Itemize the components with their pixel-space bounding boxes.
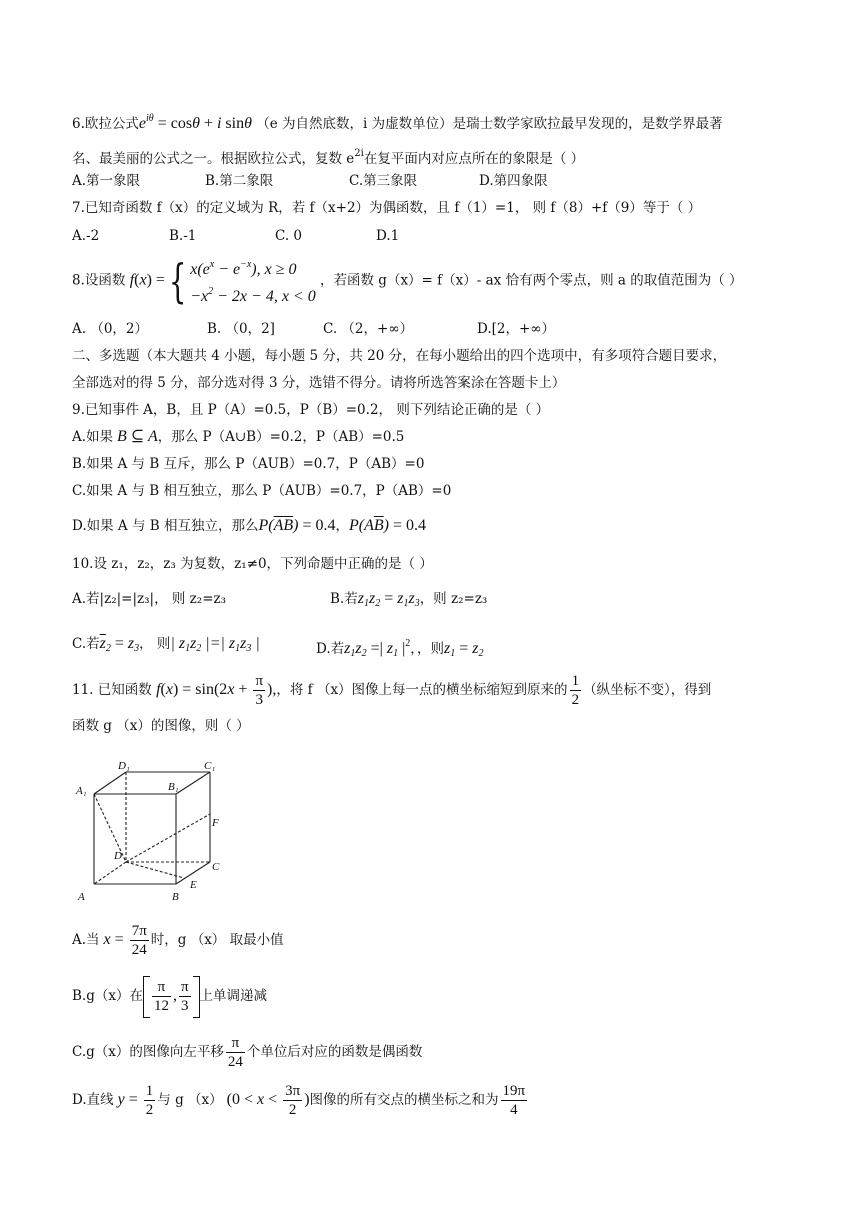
label-b: B [172,891,179,903]
q10-option-a: A.若|z₂|=|z₃|， 则 z₂=z₃ [72,591,227,607]
q6-option-d: D.第四象限 [479,173,548,189]
q9-a-math: B ⊆ A [113,428,158,445]
q9-stem: 9.已知事件 A，B，且 P（A）=0.5，P（B）=0.2， 则下列结论正确的是（ ） [72,402,550,418]
label-e: E [190,879,197,891]
q11-d-mid2: 图像的所有交点的横坐标之和为 [309,1092,499,1108]
q9-d-sep: ， [335,518,349,534]
q11-d-frac-range: $\frac{3\pi}{2}$ [285,1083,301,1118]
q10-c-mid: ， 则 [139,636,171,652]
q11-c-frac: $\frac{\pi}{24}$ [227,1035,243,1070]
q11-b-frac2: $\frac{\pi}{3}$ [180,979,189,1014]
q11-a-frac: $\frac{7\pi}{24}$ [131,923,147,958]
label-c: C [212,861,220,873]
q11-func-end: ), [267,681,277,698]
q11-b-post: 上单调递减 [199,988,268,1004]
q8-prefix: 8.设函数 [72,272,126,289]
q8-option-b: B. （0，2] [207,321,275,337]
q6-exponent: 2i [354,148,364,159]
q11-a-pre: A.当 [72,932,100,948]
q6-prefix: 6.欧拉公式 [72,116,139,132]
q11-d-pre: D.直线 [72,1092,114,1108]
q11-c-post: 个单位后对应的函数是偶函数 [246,1044,423,1060]
q11-stem: 11. 已知函数 f(x) = sin(2x + $\frac{\pi}{3}$ ),，将 f （x）图像上每一点的横坐标缩短到原来的 $\frac{1}{2}$ （纵坐标不变），得到 [72,673,712,708]
q9-a-post: ，那么 P（A∪B）=0.2，P（AB）=0.5 [157,429,405,445]
q6-formula: $e^{i\theta}$ [138,113,154,132]
label-a: A [78,891,85,903]
q11-c-pre: C.g（x）的图像向左平移 [72,1044,224,1060]
q8-suffix: ，若函数 g（x）= f（x）- ax 恰有两个零点，则 a 的取值范围为（ ） [320,272,743,289]
q10-c-pre: C.若 [72,636,100,652]
q11-line2: 函数 g （x）的图像，则（ ） [72,718,250,734]
q10-b-pre: B.若 [330,591,358,607]
q6-line1: 6.欧拉公式$e^{i\theta} = \cos\theta + i$ sinθ （e 为自然底数，i 为虚数单位）是瑞士数学家欧拉最早发现的，是数学界最著 [72,113,723,132]
q10-option-c: C.若$\overline{z}_2 = z_3$， 则| $z_1z_2$ |=| $z_1z_3$ | [72,635,260,654]
q11-b-frac1: $\frac{\pi}{12}$ [153,979,169,1014]
q11-option-c [72,1030,422,1074]
q11-pi-over-3: $\frac{\pi}{3}$ [255,673,264,708]
q8-option-c: C. （2，+∞） [323,321,414,337]
q11-option-d: D.直线 y = $\frac{1}{2}$ 与 g （x） (0 < x < $\frac{3\pi}{2}$ )图像的所有交点的横坐标之和为 $\frac{19\pi}{4}$ [72,1083,526,1118]
q8-option-a: A. （0，2） [72,321,149,337]
q9-d-math2: $P(A\overline{B})$ [349,517,389,534]
label-d1: D₁ [118,760,130,772]
label-d: D [114,850,122,862]
q11-option-b: B.g（x）在 $\frac{\pi}{12}$ , $\frac{\pi}{3}$ 上单调递减 [72,974,267,1018]
q10-d-mid: ，，则 [410,641,445,657]
q11-tail: （纵坐标不变），得到 [583,682,712,698]
cube-figure [70,758,230,906]
q9-d-pre: D.如果 A 与 B 相互独立，那么 [72,518,259,534]
q8-option-d: D.[2，+∞） [477,321,556,337]
label-c1: C₁ [204,760,216,772]
q11-d-mid: 与 g （x） [157,1092,223,1108]
q8-brace: { [168,254,187,308]
q9-a-pre: A.如果 [72,429,114,445]
q10-b-post: ，则 z₂=z₃ [419,591,488,607]
q9-option-b: B.如果 A 与 B 互斥，那么 P（AUB）=0.7，P（AB）=0 [72,456,425,472]
q8-stem: 8.设函数 f(x) ={ $x(e^x - e^{-x})$, x ≥ 0 $-x^2 - 2x - 4$, x < 0 ，若函数 g（x）= f（x）- ax 恰有两个零点，则 a 的取值范围为（ ） [72,254,743,308]
label-b1: B₁ [168,781,179,793]
q7-stem: 7.已知奇函数 f（x）的定义域为 R，若 f（x+2）为偶函数，且 f（1）=1， 则 f（8）+f（9）等于（ ） [72,200,702,216]
q8-piecewise: $x(e^x - e^{-x})$, x ≥ 0 $-x^2 - 2x - 4$, x < 0 [190,259,316,305]
q11-option-a: A.当 x = $\frac{7\pi}{24}$ 时，g （x） 取最小值 [72,923,284,958]
q8-fx: f [129,271,135,289]
q9-d-math1: $P(\overline{A}\overline{B})$ [258,517,299,534]
q10-option-b: B.若$z_1z_2 = z_1z_3$，则 z₂=z₃ [330,590,488,609]
q10-d-pre: D.若 [316,641,345,657]
q6-option-c: C.第三象限 [349,173,418,189]
q6-line2 [72,145,584,168]
label-a1: A₁ [76,785,87,797]
q9-option-c: C.如果 A 与 B 相互独立，那么 P（AUB）=0.7，P（AB）=0 [72,483,452,499]
q7-option-b: B.-1 [169,228,197,244]
q11-b-pre: B.g（x）在 [72,988,143,1004]
q9-option-d: D.如果 A 与 B 相互独立，那么$P(\overline{A}\overline{B}) = 0.4$，$P(A\overline{B}) = 0.4$ [72,517,427,534]
q11-d-frac-sum: $\frac{19\pi}{4}$ [502,1083,526,1118]
q11-a-post: 时，g （x） 取最小值 [150,932,284,948]
q6-text-a: 名、最美丽的公式之一。根据欧拉公式，复数 e [72,151,355,167]
q7-option-c: C. 0 [275,228,303,244]
q6-desc: （e 为自然底数，i 为虚数单位）是瑞士数学家欧拉最早发现的，是数学界最著 [256,116,723,132]
q11-mid: ，将 f （x）图像上每一点的横坐标缩短到原来的 [276,682,568,698]
q7-option-a: A.-2 [72,228,100,244]
q7-option-d: D.1 [376,228,400,244]
q9-option-a [72,428,404,446]
label-f: F [212,817,219,829]
q11-prefix: 11. 已知函数 [72,682,152,698]
q6-option-a: A.第一象限 [72,173,141,189]
q6-text-b: 在复平面内对应点所在的象限是（ ） [363,151,585,167]
q10-option-d: D.若$z_1z_2$ =| $z_1$ $|^2$，，则$z_1 = z_2$ [316,638,484,659]
section2-line2: 全部选对的得 5 分，部分选对得 3 分，选错不得分。请将所选答案涂在答题卡上） [72,375,566,391]
q10-stem: 10.设 z₁，z₂，z₃ 为复数，z₁≠0，下列命题中正确的是（ ） [72,556,433,572]
q6-option-b: B.第二象限 [205,173,274,189]
section2-line1: 二、多选题（本大题共 4 小题，每小题 5 分，共 20 分，在每小题给出的四个选项中，有多项符合题目要求， [72,348,727,364]
q11-half: $\frac{1}{2}$ [571,673,580,708]
q11-d-frac-half: $\frac{1}{2}$ [145,1083,154,1118]
